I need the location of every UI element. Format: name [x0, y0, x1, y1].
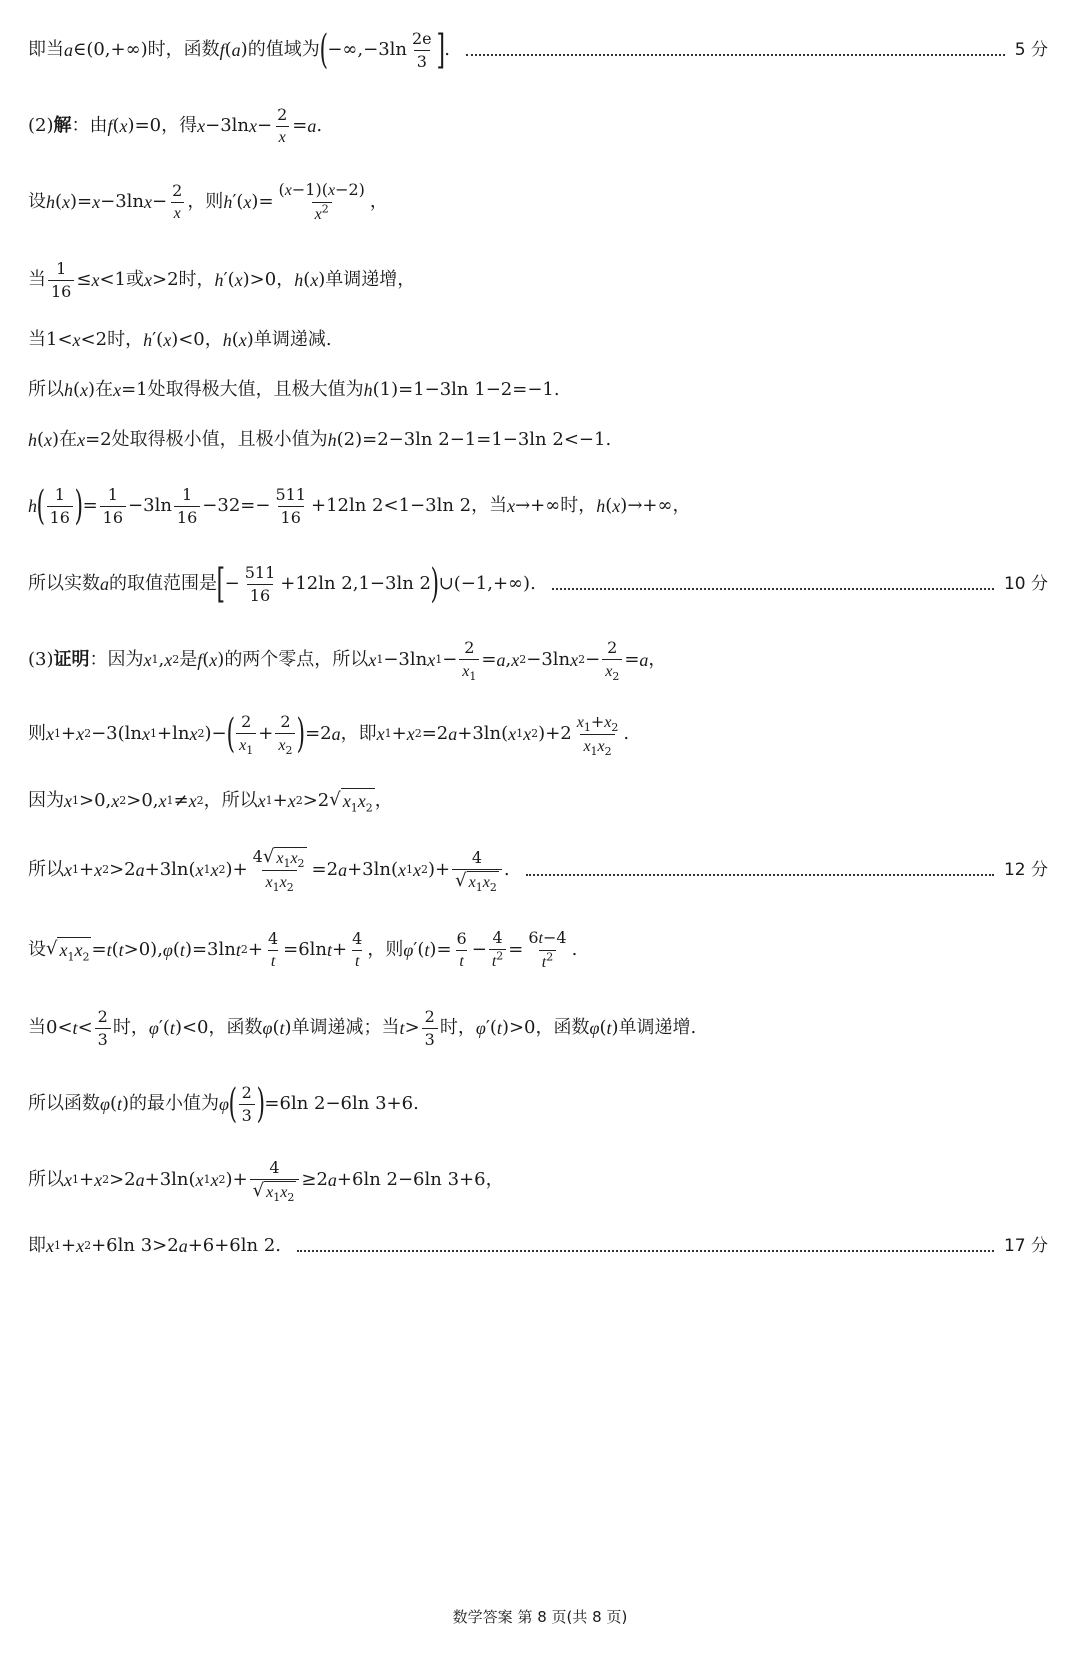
text: ，得 — [161, 115, 198, 136]
fraction: $\frac{(x-1)(x-2)}{x^2}$ — [278, 179, 365, 223]
fraction: $\frac{2}{x}$ — [277, 104, 288, 146]
text: 处取得极大值，且极大值为 — [147, 379, 364, 400]
solution-line-14: 设 √ $x_1x_2$ = t ( t >0), φ ( t )=3ln t 2 + $\frac{4}{t}$ =6ln t + $\frac{4}{t}$ ，则 φ ′( t )= $\frac{6}{t}$ − $\frac{4}{t^2}$ = $\frac{6t-4}{t^2}$ . — [28, 927, 578, 971]
solution-line-13: 所以 x 1 + x 2 >2 a +3ln( x 1 x 2 )+ 4 √ $x_1x_2$ $x_1x_2$ =2 a +3ln( x 1 x 2 )+ 4 √ $x_1x_2$ . 12 分 — [28, 846, 1048, 895]
fraction: $\frac{x_1+x_2}{x_1x_2}$ — [576, 711, 619, 758]
text: ， — [276, 269, 295, 290]
fraction: $\frac{2e}{3}$ — [412, 28, 432, 71]
text: ，函数 — [208, 1017, 263, 1038]
text: 时， — [107, 329, 144, 350]
text: 时， — [439, 1017, 476, 1038]
leader-dots — [526, 864, 994, 876]
leader-dots — [466, 44, 1005, 56]
fraction: $\frac{2}{x_2}$ — [275, 712, 295, 756]
fraction: $\frac{6t-4}{t^2}$ — [528, 927, 567, 971]
fraction: $\frac{511}{16}$ — [244, 562, 276, 605]
text: 单调递增， — [325, 269, 416, 290]
text: ：由 — [71, 115, 108, 136]
text: ，即 — [340, 723, 377, 744]
text: ， — [369, 191, 388, 212]
text: 当 — [28, 329, 46, 350]
leader-dots — [552, 578, 994, 590]
text: 单调递增. — [618, 1017, 697, 1038]
score-label: 17 分 — [1003, 1236, 1048, 1256]
text: 即当 — [28, 39, 64, 60]
solution-line-3: 设 h ( x )= x −3ln x − $\frac{2}{x}$ ，则 h ′( x )= $\frac{(x-1)(x-2)}{x^2}$ ， — [28, 179, 388, 223]
text: ，当 — [471, 495, 508, 516]
text: 所以 — [28, 859, 64, 880]
text: ， — [485, 1169, 504, 1190]
section-heading: 证明 — [53, 649, 90, 670]
text: ，则 — [367, 939, 404, 960]
text: 当 — [28, 269, 46, 290]
fraction: $\frac{4}{t}$ — [267, 928, 279, 970]
text: 的值域为 — [247, 39, 320, 60]
text: 则 — [28, 723, 46, 744]
text: 在 — [59, 429, 78, 450]
solution-line-17: 所以 x 1 + x 2 >2 a +3ln( x 1 x 2 )+ 4 √ $x_1x_2$ ≥2 a +6ln 2−6ln 3+6 ， — [28, 1157, 504, 1204]
part-label: (2) — [28, 115, 54, 136]
solution-line-4: 当 $\frac{1}{16}$ ≤ x <1 或 x >2 时， h ′( x )>0 ， h ( x ) 单调递增， — [28, 258, 416, 301]
fraction: $\frac{1}{16}$ — [48, 259, 74, 302]
solution-line-8: h ( $\frac{1}{16}$ ) = $\frac{1}{16}$ −3ln $\frac{1}{16}$ −32=− $\frac{511}{16}$ +12ln 2<1−3ln 2 ，当 x →+∞ 时， h ( x )→+∞ ， — [28, 483, 691, 529]
fraction: $\frac{1}{16}$ — [47, 485, 73, 528]
fraction: $\frac{511}{16}$ — [275, 484, 306, 527]
text: . — [553, 379, 560, 400]
text: ：因为 — [89, 649, 144, 670]
score-label: 12 分 — [1003, 860, 1048, 880]
text: 的最小值为 — [129, 1093, 220, 1114]
text: 单调递减. — [253, 329, 332, 350]
text: 所以 — [28, 1169, 64, 1190]
text: ，函数 — [535, 1017, 590, 1038]
fraction: 4 √ $x_1x_2$ — [452, 848, 502, 893]
text: 所以 — [28, 379, 64, 400]
text: ， — [204, 329, 223, 350]
text: . — [316, 115, 323, 136]
text: 的两个零点，所以 — [224, 649, 369, 670]
text: . — [275, 1235, 282, 1256]
solution-line-16: 所以函数 φ ( t ) 的最小值为 φ ( $\frac{2}{3}$ ) =6ln 2−6ln 3+6 . — [28, 1081, 419, 1127]
solution-line-6: 所以 h ( x ) 在 x =1 处取得极大值，且极大值为 h (1)=1−3ln 1−2=−1 . — [28, 379, 560, 400]
text: 设 — [28, 191, 46, 212]
part-label: (3) — [28, 649, 54, 670]
text: . — [503, 859, 510, 880]
solution-line-9: 所以实数 a 的取值范围是 [ − $\frac{511}{16}$ +12ln 2,1−3ln 2 ) ∪(−1,+∞) . 10 分 — [28, 561, 1048, 607]
fraction: $\frac{2}{x_1}$ — [459, 638, 479, 682]
text: 在 — [95, 379, 114, 400]
solution-line-12: 因为 x 1 >0, x 2 >0, x 1 ≠ x 2 ，所以 x 1 + x 2 >2 √ $x_1x_2$ ， — [28, 789, 393, 815]
score-label: 5 分 — [1014, 40, 1048, 60]
text: 的取值范围是 — [109, 573, 217, 594]
text: ，所以 — [203, 790, 258, 811]
solution-line-1: 即当 a ∈(0,+∞) 时，函数 f ( a ) 的值域为 ( −∞,−3ln $\frac{2e}{3}$ ] . 5 分 — [28, 27, 1048, 73]
fraction: $\frac{2}{x_2}$ — [602, 638, 622, 682]
text: 所以实数 — [28, 573, 100, 594]
fraction: $\frac{1}{16}$ — [174, 485, 200, 528]
solution-line-5: 当 1< x <2 时， h ′( x )<0 ， h ( x ) 单调递减. — [28, 329, 332, 350]
text: 时， — [112, 1017, 149, 1038]
text: 是 — [179, 649, 198, 670]
solution-line-7: h ( x ) 在 x =2 处取得极小值，且极小值为 h (2)=2−3ln 2−1=1−3ln 2<−1 . — [28, 429, 612, 450]
text: 设 — [28, 939, 46, 960]
text: 所以函数 — [28, 1093, 100, 1114]
fraction: 4 √ $x_1x_2$ $x_1x_2$ — [252, 846, 305, 895]
fraction: $\frac{6}{t}$ — [456, 928, 467, 970]
solution-line-2: (2) 解 ：由 f ( x )=0 ，得 x −3ln x − $\frac{2}{x}$ = a . — [28, 104, 323, 146]
text: 或 — [126, 269, 144, 290]
leader-dots — [297, 1240, 994, 1252]
text: 即 — [28, 1235, 46, 1256]
solution-line-10: (3) 证明 ：因为 x 1 , x 2 是 f ( x ) 的两个零点，所以 x 1 −3ln x 1 − $\frac{2}{x_1}$ = a , x 2 −3ln x 2 − $\frac{2}{x_2}$ = a ， — [28, 638, 667, 684]
text: . — [530, 573, 536, 594]
fraction: $\frac{4}{t}$ — [352, 928, 363, 970]
fraction: $\frac{4}{t^2}$ — [489, 928, 506, 972]
text: ， — [374, 790, 393, 811]
fraction: 4 √ $x_1x_2$ — [250, 1158, 300, 1203]
text: 因为 — [28, 790, 64, 811]
fraction: $\frac{2}{3}$ — [239, 1083, 255, 1126]
text: 时， — [560, 495, 597, 516]
text: . — [571, 939, 578, 960]
text: 当 — [28, 1017, 46, 1038]
fraction: $\frac{2}{3}$ — [422, 1007, 438, 1050]
page-footer: 数学答案 第 8 页(共 8 页) — [452, 1608, 628, 1626]
solution-line-15: 当 0< t < $\frac{2}{3}$ 时， φ ′( t )<0 ，函数 φ ( t ) 单调递减；当 t > $\frac{2}{3}$ 时， φ ′( t )>0 ，函数 φ ( t ) 单调递增. — [28, 1006, 697, 1049]
text: ， — [648, 649, 667, 670]
text: 处取得极小值，且极小值为 — [111, 429, 328, 450]
section-heading: 解 — [53, 115, 72, 136]
fraction: $\frac{2}{x_1}$ — [236, 712, 256, 756]
text: 时， — [178, 269, 215, 290]
text: 时，函数 — [147, 39, 220, 60]
fraction: $\frac{1}{16}$ — [100, 485, 126, 528]
text: 单调递减；当 — [291, 1017, 400, 1038]
fraction: $\frac{2}{3}$ — [95, 1007, 111, 1050]
text: ， — [672, 495, 691, 516]
score-label: 10 分 — [1003, 574, 1048, 594]
text: . — [444, 39, 450, 60]
fraction: $\frac{2}{x}$ — [172, 180, 183, 222]
text: . — [605, 429, 612, 450]
text: . — [623, 723, 630, 744]
solution-line-18: 即 x 1 + x 2 +6ln 3>2 a +6+6ln 2 . 17 分 — [28, 1235, 1048, 1256]
text: . — [413, 1093, 419, 1114]
text: ，则 — [187, 191, 224, 212]
solution-line-11: 则 x 1 + x 2 −3(ln x 1 +ln x 2 )− ( $\frac{2}{x_1}$ + $\frac{2}{x_2}$ ) =2 a ，即 x 1 + x 2 =2 a +3ln( x 1 x 2 )+2 $\frac{x_1+x_2}{x_1x_2}$ . — [28, 711, 630, 758]
